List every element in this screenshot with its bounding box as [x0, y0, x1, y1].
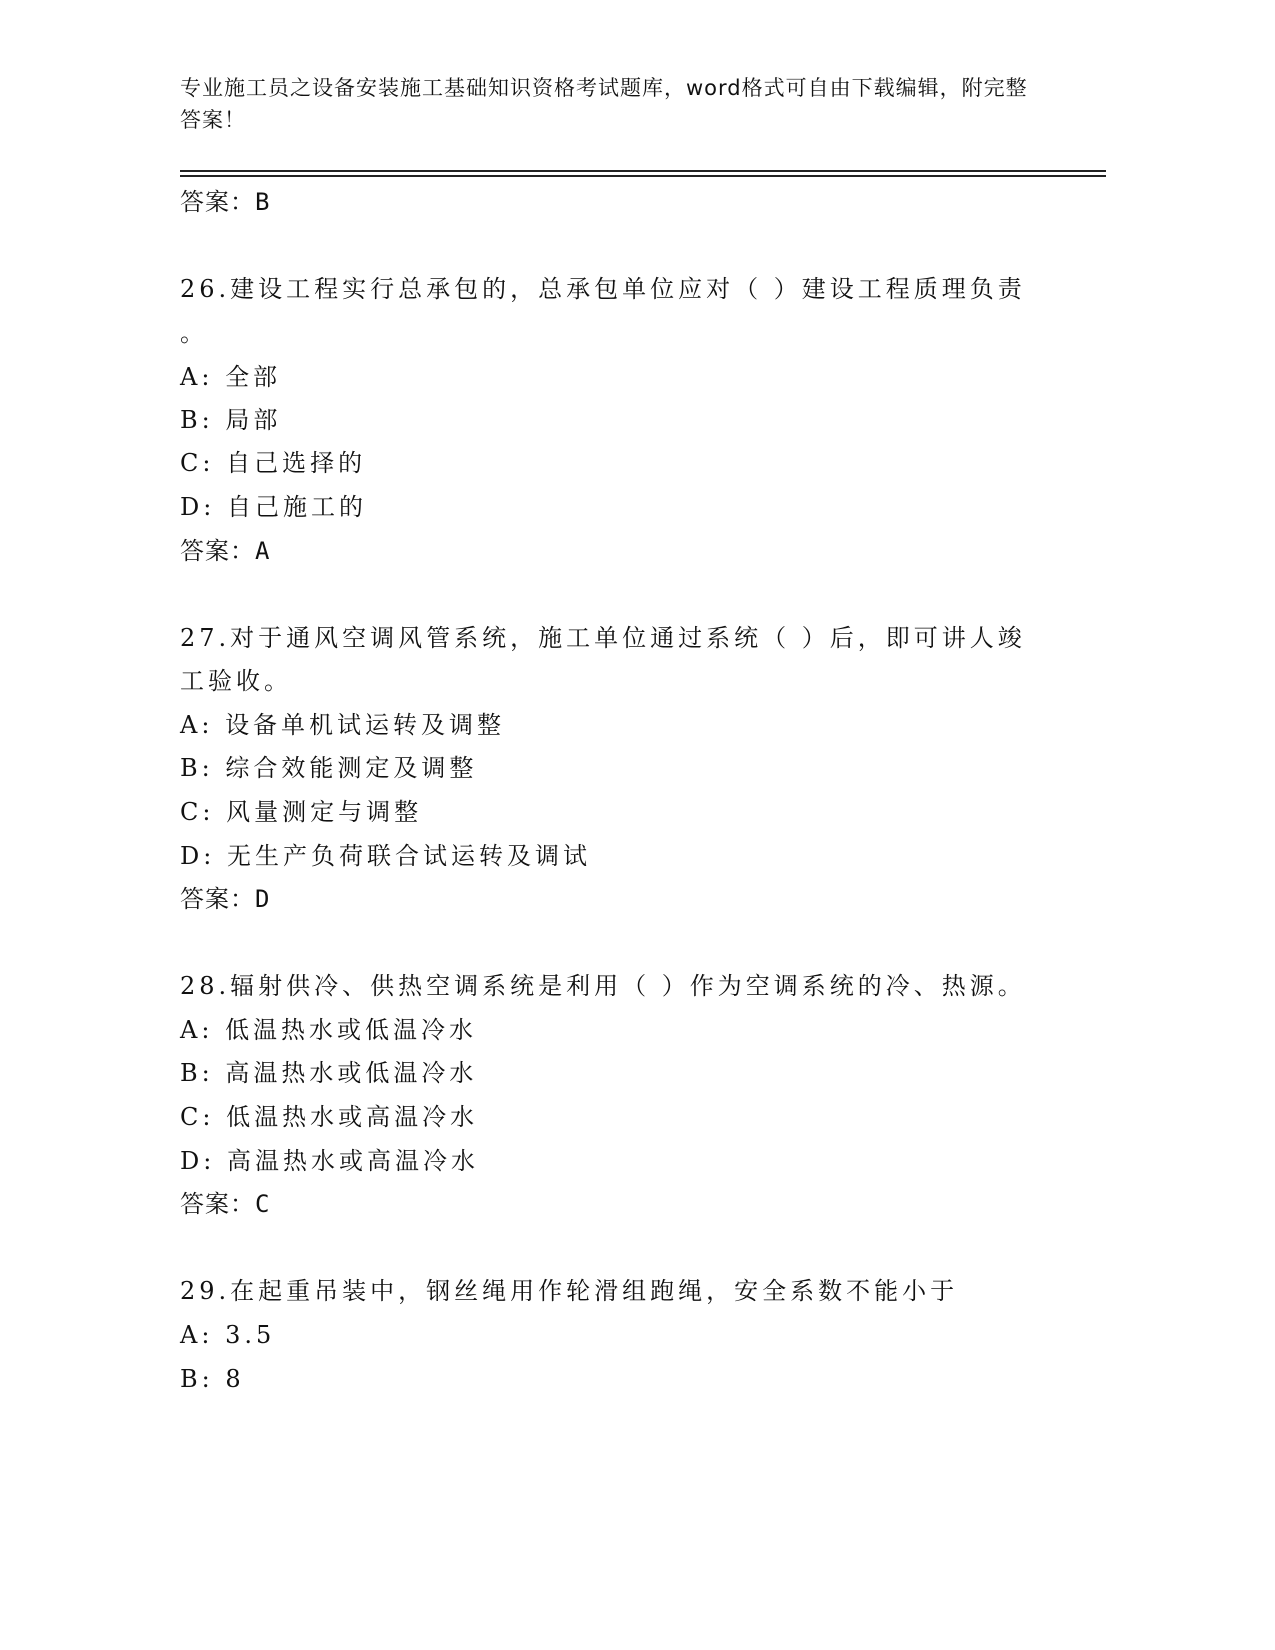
option-key: C: — [180, 449, 215, 477]
answer-label: 答案： — [180, 1190, 255, 1218]
option-text: 自己施工的 — [226, 493, 367, 521]
question-26-option-c — [180, 448, 366, 478]
answer-label: 答案： — [180, 188, 255, 216]
document-header: 专业施工员之设备安装施工基础知识资格考试题库，word格式可自由下载编辑，附完整答案！ — [180, 76, 1028, 132]
option-text: 高温热水或低温冷水 — [225, 1059, 478, 1087]
option-text: 3.5 — [225, 1321, 276, 1349]
question-27-text-line-1: 27.对于通风空调风管系统，施工单位通过系统（ ）后，即可讲人竣 — [180, 624, 1026, 652]
question-26-answer — [180, 536, 270, 566]
answer-line — [180, 187, 270, 217]
answer-value: C — [255, 1190, 271, 1218]
option-key: A: — [180, 363, 214, 391]
question-29-option-a — [180, 1320, 275, 1350]
header-divider-top — [180, 170, 1106, 172]
question-28-option-c — [180, 1102, 478, 1132]
question-28-answer — [180, 1189, 270, 1219]
question-27-answer — [180, 884, 270, 914]
answer-value: B — [255, 188, 271, 216]
header-divider-bottom — [180, 175, 1106, 177]
question-28-text-line-1: 28.辐射供冷、供热空调系统是利用（ ）作为空调系统的冷、热源。 — [180, 972, 1026, 1000]
option-key: B: — [180, 1365, 214, 1393]
option-key: A: — [180, 1016, 214, 1044]
option-text: 低温热水或低温冷水 — [225, 1016, 478, 1044]
question-28-option-a — [180, 1015, 477, 1045]
question-27-option-c — [180, 797, 422, 827]
question-26-text-line-2: 。 — [180, 319, 208, 347]
option-key: D: — [180, 493, 216, 521]
question-27-option-b — [180, 753, 477, 783]
question-28-option-b — [180, 1058, 477, 1088]
option-text: 高温热水或高温冷水 — [226, 1147, 479, 1175]
option-key: D: — [180, 1147, 216, 1175]
question-26-option-d — [180, 492, 367, 522]
question-27-option-d — [180, 841, 591, 871]
question-29-text-line-1: 29.在起重吊装中，钢丝绳用作轮滑组跑绳，安全系数不能小于 — [180, 1277, 959, 1305]
option-key: D: — [180, 842, 216, 870]
question-28-option-d — [180, 1146, 479, 1176]
option-text: 低温热水或高温冷水 — [226, 1103, 479, 1131]
option-key: B: — [180, 754, 214, 782]
answer-label: 答案： — [180, 537, 255, 565]
answer-value: A — [255, 537, 271, 565]
option-key: A: — [180, 1321, 214, 1349]
option-key: B: — [180, 1059, 214, 1087]
option-key: A: — [180, 711, 214, 739]
question-27-text-line-2: 工验收。 — [180, 667, 292, 695]
option-text: 综合效能测定及调整 — [225, 754, 478, 782]
option-key: C: — [180, 798, 215, 826]
question-26-text-line-1: 26.建设工程实行总承包的，总承包单位应对（ ）建设工程质理负责 — [180, 275, 1026, 303]
option-text: 无生产负荷联合试运转及调试 — [226, 842, 591, 870]
question-26-option-a — [180, 362, 281, 392]
option-text: 自己选择的 — [226, 449, 367, 477]
question-29-option-b — [180, 1364, 245, 1394]
option-key: B: — [180, 406, 214, 434]
question-27-option-a — [180, 710, 505, 740]
option-text: 8 — [225, 1365, 245, 1393]
option-text: 全部 — [225, 363, 282, 391]
answer-label: 答案： — [180, 885, 255, 913]
option-text: 风量测定与调整 — [226, 798, 423, 826]
option-text: 局部 — [225, 406, 282, 434]
option-key: C: — [180, 1103, 215, 1131]
answer-value: D — [255, 885, 271, 913]
question-26-option-b — [180, 405, 281, 435]
option-text: 设备单机试运转及调整 — [225, 711, 506, 739]
